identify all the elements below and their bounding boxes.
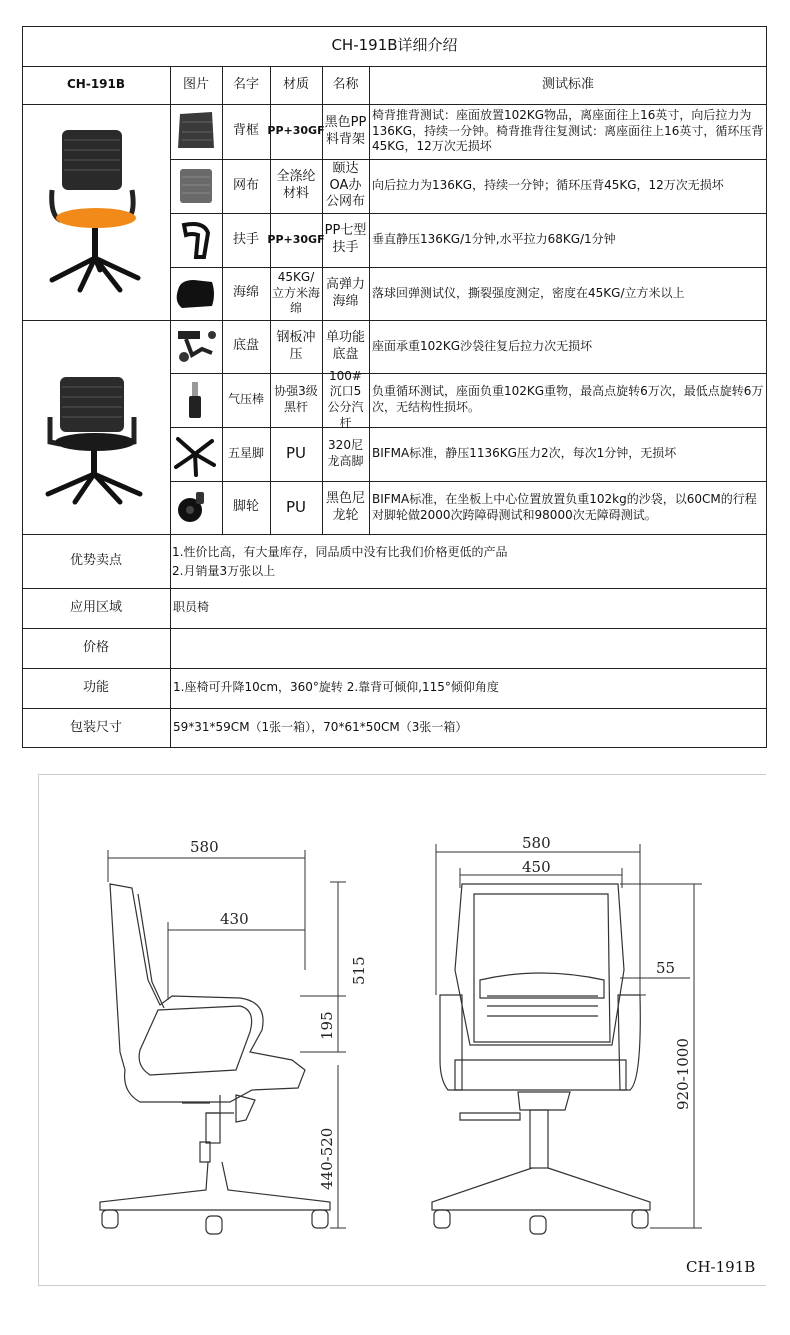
caster-thumbnail [172,484,218,530]
component-material: PU [285,444,307,463]
component-name: 脚轮 [232,499,259,515]
component-label: 高弹力海绵 [325,276,365,309]
area-value: 职员椅 [173,600,210,615]
component-material: 钢板冲压 [276,329,316,362]
advantages-value [172,543,762,581]
component-label: 单功能底盘 [325,329,365,362]
price-label: 价格 [82,639,109,655]
component-standard: BIFMA标准，静压1136KG压力2次，每次1分钟，无损坏 [372,446,677,461]
component-standard: 垂直静压136KG/1分钟,水平拉力68KG/1分钟 [372,232,616,247]
component-material: PP+30GF [267,232,325,246]
technical-drawing [0,770,790,1290]
dim-back-height: 515 [350,956,368,985]
component-material: PU [285,497,307,516]
package-value: 59*31*59CM（1张一箱），70*61*50CM（3张一箱） [173,720,468,735]
component-name: 气压棒 [227,392,264,407]
sponge-thumbnail [172,272,218,316]
advantages-label: 优势卖点 [69,552,122,568]
chassis-thumbnail [172,325,220,369]
gas-lift-thumbnail [172,378,218,424]
component-label: 黑色PP料背架 [324,114,367,147]
function-label: 功能 [82,679,109,695]
component-name: 网布 [232,177,259,193]
dim-front-width: 580 [522,834,551,852]
chair-photo-orange [40,120,150,300]
advantages-line: 1.性价比高，有大量库存，同品质中没有比我们价格更低的产品 [172,545,508,559]
price-value [170,628,767,668]
component-standard: 落球回弹测试仪，撕裂强度测定，密度在45KG/立方米以上 [372,285,685,300]
drawing-model-label: CH-191B [686,1258,756,1276]
component-standard: BIFMA标准，在坐板上中心位置放置负重102kg的沙袋，以60CM的行程对脚轮做2000次跨障碍测试和98000次无障碍测试。 [372,491,757,522]
component-name: 底盘 [232,338,259,354]
component-label: PP七型扶手 [324,223,367,255]
table-title: CH-191B详细介绍 [331,36,458,55]
dim-seat-height: 440-520 [318,1127,336,1190]
component-label: 颐达OA办公网布 [325,160,365,210]
component-standard: 负重循环测试，座面负重102KG重物，最高点旋转6万次，最低点旋转6万次，无结构性损坏。 [372,384,764,414]
header-model: CH-191B [66,77,126,92]
dim-front-seat-width: 450 [522,858,551,876]
package-label: 包装尺寸 [69,719,122,735]
component-standard: 座面承重102KG沙袋往复后拉力次无损坏 [372,338,593,353]
component-material: 协强3级黑杆 [274,384,318,414]
component-name: 五星脚 [227,446,264,461]
component-name: 海绵 [232,285,259,301]
component-material: 45KG/立方米海绵 [272,270,321,316]
component-name: 扶手 [232,231,259,247]
component-standard: 向后拉力为136KG，持续一分钟；循环压背45KG，12万次无损坏 [372,178,724,193]
dim-arm-height: 195 [318,1011,336,1040]
component-name: 背框 [232,123,259,139]
area-label: 应用区域 [69,599,122,615]
header-name: 名字 [232,76,259,92]
header-label: 名称 [332,76,359,92]
dim-side-width: 580 [190,838,219,856]
header-image: 图片 [182,76,209,92]
component-label: 黑色尼龙轮 [325,490,365,523]
chair-photo-black [40,372,150,512]
component-label: 100#沉口5公分汽杆 [327,368,364,430]
component-standard: 椅背推背测试：座面放置102KG物品，离座面往上16英寸，向后拉力为136KG，持续一分钟。椅背推背往复测试：离座面往上16英寸，循环压背45KG，12万次无损坏 [372,108,764,154]
backframe-thumbnail [174,108,218,154]
five-star-base-thumbnail [172,431,218,477]
header-material: 材质 [282,76,309,92]
component-material: 全涤纶材料 [276,169,316,201]
dim-seat-depth: 430 [220,910,249,928]
component-material: PP+30GF [267,124,325,138]
armrest-thumbnail [174,217,218,263]
function-value: 1.座椅可升降10cm，360°旋转 2.靠背可倾仰,115°倾仰角度 [173,680,499,695]
dim-total-height: 920-1000 [674,1038,692,1110]
dim-arm-width: 55 [656,959,676,977]
mesh-fabric-thumbnail [174,163,218,209]
component-label: 320尼龙高脚 [327,438,364,468]
advantages-line: 2.月销量3万张以上 [172,564,276,578]
header-standard: 测试标准 [541,76,594,92]
